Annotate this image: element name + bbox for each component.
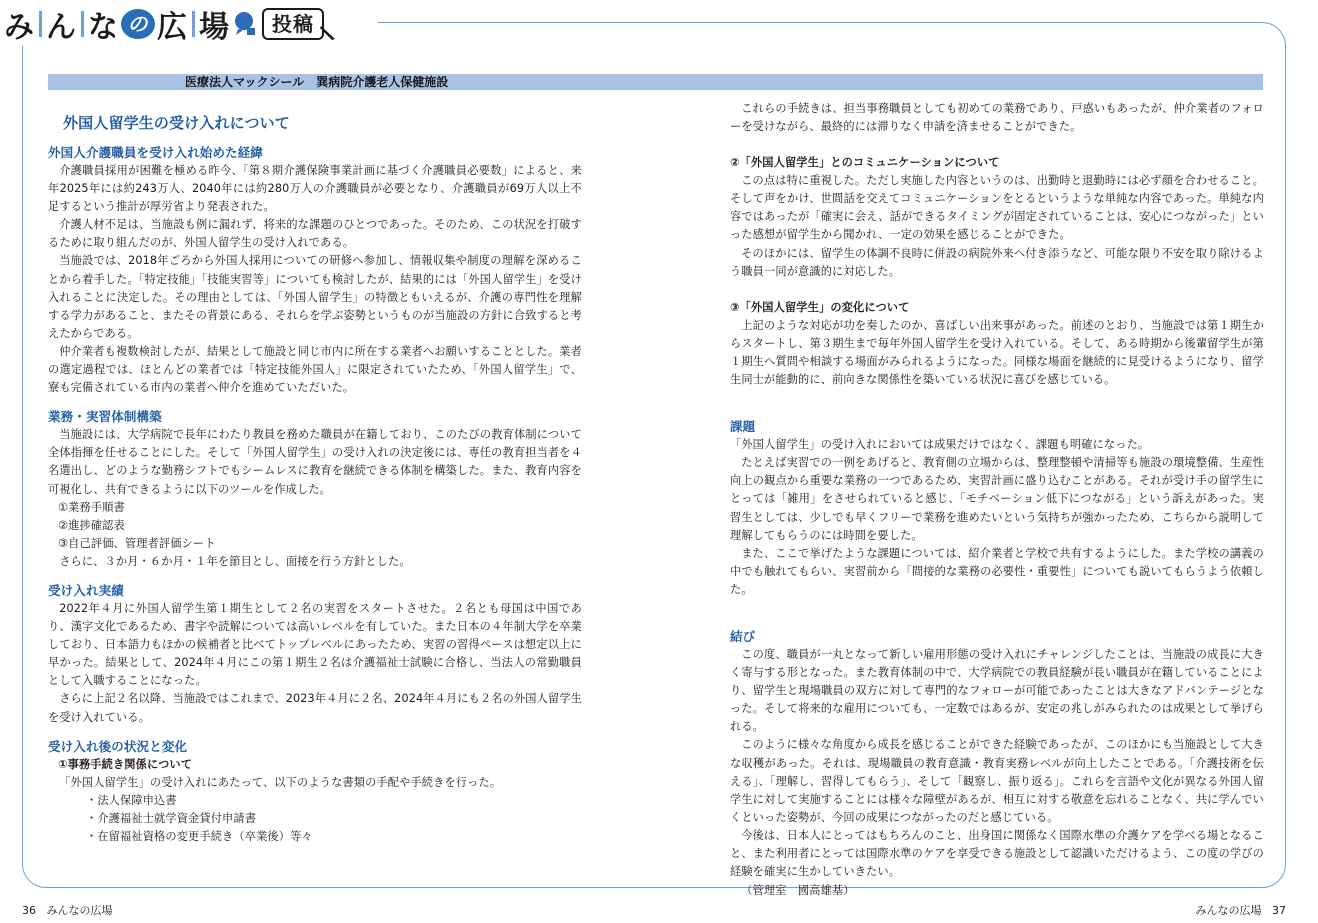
logo-separator xyxy=(81,11,84,37)
logo-char: 広 xyxy=(157,10,188,45)
paragraph: さらに上記２名以降、当施設ではこれまで、2023年４月に２名、2024年４月にも２名の外国人留学生を受け入れている。 xyxy=(48,692,582,724)
spacer xyxy=(730,281,1264,299)
paragraph: 「外国人留学生」の受け入れにおいては成果だけではなく、課題も明確になった。 xyxy=(730,438,1150,452)
magazine-name: みんなの広場 xyxy=(46,904,113,917)
magazine-name: みんなの広場 xyxy=(1195,904,1262,917)
logo-char: な xyxy=(88,10,119,45)
paragraph: たとえば実習での一例をあげると、教育側の立場からは、整理整頓や清掃等も施設の環境整備、生産性向上の観点から重要な業務の一つであるため、実習計画に盛り込むことがある。それが受け手の留学生にとっては「雑用」をさせられていると感じ、「モチベーション低下につながる」という訴えがあった。実習生としては、少しでも早くフリーで業務を進めたいという気持ちが強かったため、こちらから説明して理解してもらうのには時間を要した。 xyxy=(730,456,1264,542)
paragraph: 上記のような対応が功を奏したのか、喜ばしい出来事があった。前述のとおり、当施設では第１期生からスタートし、第３期生まで毎年外国人留学生を受け入れている。そして、ある時期から後輩留学生が第１期生へ質問や相談する場面がみられるようになった。同様な場面を継続的に見受けるようになり、留学生同士が能動的に、前向きな関係性を築いている状況に喜びを感じている。 xyxy=(730,318,1264,387)
list-item: ・在留福祉資格の変更手続き（卒業後）等々 xyxy=(86,829,313,843)
section-heading: 課題 xyxy=(730,419,756,435)
paragraph: これらの手続きは、担当事務職員としても初めての業務であり、戸惑いもあったが、仲介業者のフォローを受けながら、最終的には滞りなく申請を済ませることができた。 xyxy=(730,102,1264,134)
section-heading: 結び xyxy=(730,628,756,644)
paragraph: この点は特に重視した。ただし実施した内容というのは、出勤時と退勤時には必ず顔を合わせること。そして声をかけ、世間話を交えてコミュニケーションをとるというような単純な内容であった。単純な内容ではあったが「確実に会え、話ができるタイミングが固定されていることは、安心につながった」といった感想が留学生から聞かれ、一定の効果を感じることができた。 xyxy=(730,174,1264,242)
list-item: ①業務手順書 xyxy=(58,500,125,514)
section-heading: 受け入れ実績 xyxy=(48,582,124,598)
logo-char: み xyxy=(4,10,35,45)
page-number: 36 xyxy=(22,904,36,917)
paragraph: 当施設には、大学病院で長年にわたり教員を務めた職員が在籍しており、このたびの教育体制について全体指揮を任せることにした。そして「外国人留学生」の受け入れの決定後には、専任の教育担当者を４名選出し、どのような勤務シフトでもシームレスに教育を継続できる体制を構築した。また、教育内容を可視化し、共有できるように以下のツールを作成した。 xyxy=(48,428,582,496)
paragraph: 2022年４月に外国人留学生第１期生として２名の実習をスタートさせた。２名とも母国は中国であり、漢字文化であるため、書字や読解については高いレベルを有していた。また日本の４年制大学を卒業しており、日本語力もほかの候補者と比べてトップレベルにあったため、実習の習得ペースは想定以上に早かった。結果として、2024年４月にこの第１期生２名は介護福祉士試験に合格し、当法人の常勤職員として入職することになった。 xyxy=(48,601,582,688)
speech-bubble-icon xyxy=(234,11,256,37)
footer-right xyxy=(1196,904,1287,918)
spacer xyxy=(730,599,1264,617)
paragraph: このように様々な角度から成長を感じることができた経験であったが、このほかにも当施設として大きな収穫があった。それは、現場職員の教育意識・教育実務レベルが向上したことである。「介護技術を伝える」、「理解し、習得してもらう」、そして「観察し、振り返る」。これらを言語や文化が異なる外国人留学生に対して実施することには様々な障壁があるが、相互に対する敬意を忘れることなく、共に学んでいくといった姿勢が、今回の成果につながったのだと感じている。 xyxy=(730,738,1264,824)
list-item: ・法人保障申込書 xyxy=(86,793,177,807)
paragraph: 当施設では、2018年ごろから外国人採用についての研修へ参加し、情報収集や制度の理解を深めることから着手した。「特定技能」「技能実習等」についても検討したが、結果的には「外国人留学生」を受け入れることに決定した。その理由としては、「外国人留学生」の特徴ともいえるが、介護の専門性を理解する学力があること、またその背景にある、それらを学ぶ姿勢というものが当施設の方針に合致すると考えたからである。 xyxy=(48,254,582,340)
organization-name: 医療法人マックシール 巽病院介護老人保健施設 xyxy=(185,75,449,89)
logo-char: 場 xyxy=(199,10,230,45)
list-item: ・介護福祉士就学資金貸付申請書 xyxy=(86,811,257,825)
author-signature: （管理室 國高雄基） xyxy=(741,884,855,898)
logo-char: ん xyxy=(46,10,77,45)
list-item: ③自己評価、管理者評価シート xyxy=(58,536,216,550)
paragraph: 今後は、日本人にとってはもちろんのこと、出身国に関係なく国際水準の介護ケアを学べる場となること、また利用者にとっては国際水準のケアを享受できる施設として認識いただけるよう、この度の学びの経験を確実に生かしていきたい。 xyxy=(730,828,1264,879)
article-title: 外国人留学生の受け入れについて xyxy=(63,114,290,132)
spacer xyxy=(730,389,1264,407)
subsection-heading: ②「外国人留学生」とのコミュニケーションについて xyxy=(730,156,1000,170)
paragraph: 「外国人留学生」の受け入れにあたって、以下のような書類の手配や手続きを行った。 xyxy=(59,775,502,789)
paragraph: 介護人材不足は、当施設も例に漏れず、将来的な課題のひとつであった。そのため、この状況を打破するために取り組んだのが、外国人留学生の受け入れである。 xyxy=(48,218,582,250)
left-column xyxy=(48,113,582,846)
page-number: 37 xyxy=(1272,904,1286,917)
subsection-heading: ①事務手続き関係について xyxy=(58,757,193,771)
list-item: ②進捗確認表 xyxy=(58,518,125,532)
logo-separator xyxy=(39,11,42,37)
footer-left xyxy=(22,904,113,918)
paragraph: また、ここで挙げたような課題については、紹介業者と学校で共有するようにした。また学校の講義の中でも触れてもらい、実習前から「間接的な業務の必要性・重要性」についても説いてもらうよう依頼した。 xyxy=(730,546,1264,596)
paragraph: この度、職員が一丸となって新しい雇用形態の受け入れにチャレンジしたことは、当施設の成長に大きく寄与する形となった。また教育体制の中で、大学病院での教員経験が長い職員が在籍していることにより、留学生と現場職員の双方に対して専門的なフォローが可能であったことは大きなアドバンテージとなった。そして将来的な雇用についても、一定数ではあるが、安定の兆しがみられたのは成果として挙げられる。 xyxy=(730,647,1264,734)
organization-bar xyxy=(48,74,1263,90)
paragraph: そのほかには、留学生の体調不良時に併設の病院外来へ付き添うなど、可能な限り不安を取り除けるよう職員一同が意識的に対応した。 xyxy=(730,246,1264,278)
section-heading: 受け入れ後の状況と変化 xyxy=(48,738,188,754)
pen-icon xyxy=(320,24,338,42)
post-tag: 投稿 xyxy=(262,8,324,40)
logo-separator xyxy=(192,11,195,37)
subsection-heading: ③「外国人留学生」の変化について xyxy=(730,300,910,314)
right-column xyxy=(730,100,1264,900)
paragraph: さらに、３か月・６か月・１年を節目とし、面接を行う方針とした。 xyxy=(59,554,411,568)
paragraph: 介護職員採用が困難を極める昨今、「第８期介護保険事業計画に基づく介護職員必要数」によると、来年2025年には約243万人、2040年には約280万人の介護職員が必要となり、介護職員が69万人以上不足するという推計が厚労省より発表された。 xyxy=(48,164,582,214)
paragraph: 仲介業者も複数検討したが、結果として施設と同じ市内に所在する業者へお願いすることとした。業者の選定過程では、ほとんどの業者では「特定技能外国人」に限定されていたため、「外国人留学生」で、寮も完備されている市内の業者へ仲介を進めていただいた。 xyxy=(48,344,582,395)
section-heading: 外国人介護職員を受け入れ始めた経緯 xyxy=(48,145,264,160)
spacer xyxy=(730,136,1264,154)
logo-char-circle: の xyxy=(121,9,155,39)
section-heading: 業務・実習体制構築 xyxy=(48,409,162,425)
magazine-logo xyxy=(4,4,338,44)
